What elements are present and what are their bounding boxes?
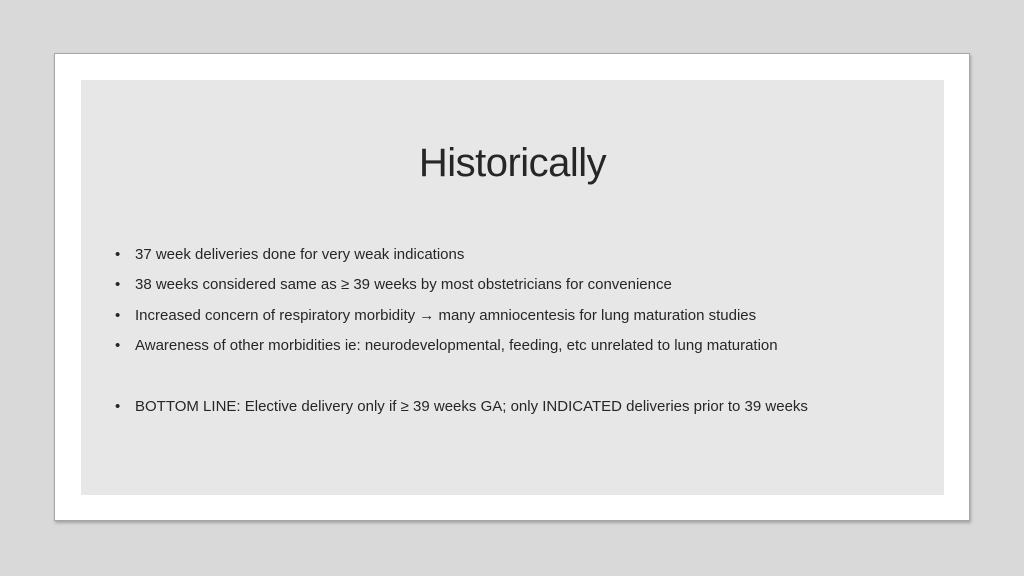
bullet-text: Increased concern of respiratory morbidity → many amniocentesis for lung maturation studies: [135, 306, 757, 324]
bullet-marker: •: [115, 246, 121, 263]
bullet-marker: •: [115, 276, 121, 294]
slide-frame: [54, 53, 970, 521]
bullet-marker: •: [115, 398, 121, 416]
bullet-item: [115, 240, 808, 270]
bullet-item: [115, 331, 808, 361]
bullet-list: [115, 240, 808, 422]
slide-title: Historically: [418, 141, 607, 185]
bullet-text: BOTTOM LINE: Elective delivery only if ≥ 39 weeks GA; only INDICATED deliveries prior to 39 weeks: [135, 398, 808, 416]
bullet-text: Awareness of other morbidities ie: neurodevelopmental, feeding, etc unrelated to lung maturation: [135, 337, 778, 355]
bullet-item: [115, 301, 808, 331]
bullet-marker: •: [115, 337, 121, 355]
bullet-item-bottom-line: [115, 392, 808, 422]
bullet-text: 37 week deliveries done for very weak indications: [135, 246, 465, 263]
bullet-item: [115, 270, 808, 300]
bullet-text: 38 weeks considered same as ≥ 39 weeks by most obstetricians for convenience: [135, 276, 672, 294]
bullet-marker: •: [115, 306, 121, 324]
slide-content-panel: [81, 80, 944, 495]
